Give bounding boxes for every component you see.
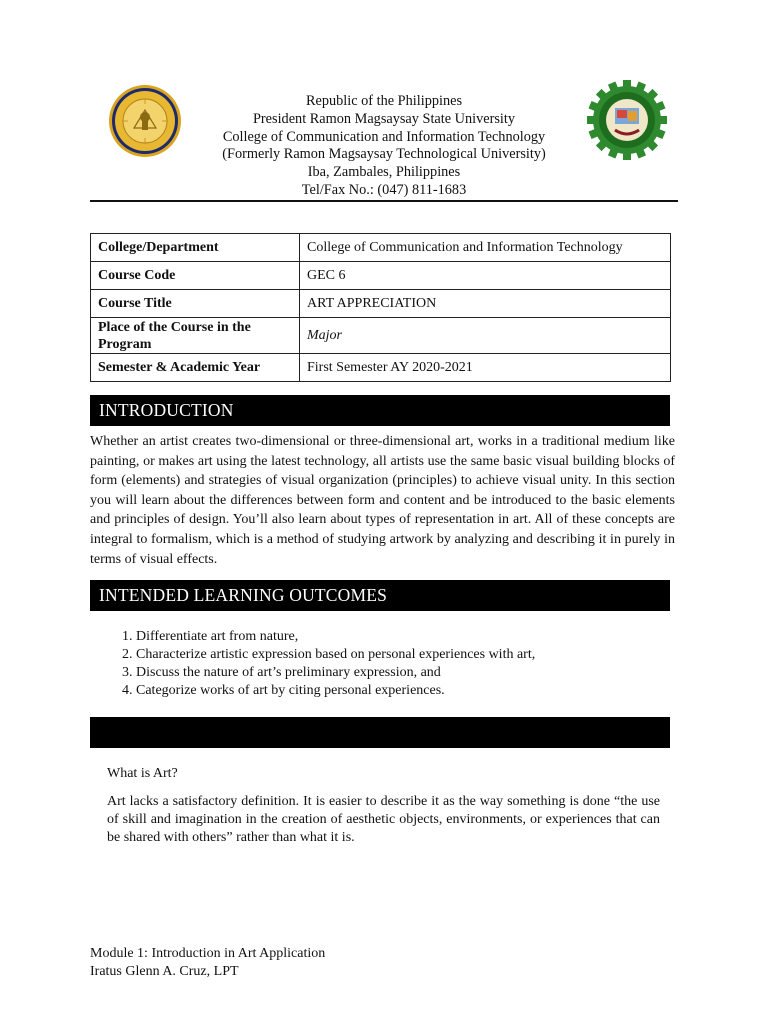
footer-module: Module 1: Introduction in Art Application [90, 946, 326, 961]
list-item: 4. Categorize works of art by citing personal experiences. [136, 682, 656, 700]
row-key-semester: Semester & Academic Year [91, 354, 300, 382]
discussion-question: What is Art? [107, 766, 178, 781]
table-row [91, 318, 671, 354]
row-value-course-code: GEC 6 [300, 262, 671, 290]
table-row [91, 290, 671, 318]
institution-header [160, 93, 608, 200]
course-info-table [90, 233, 671, 382]
introduction-heading: INTRODUCTION [90, 395, 670, 426]
row-value-semester: First Semester AY 2020-2021 [300, 354, 671, 382]
footer-author: Iratus Glenn A. Cruz, LPT [90, 963, 239, 979]
outcomes-heading: INTENDED LEARNING OUTCOMES [90, 580, 670, 611]
row-value-place: Major [300, 318, 671, 354]
header-divider [90, 200, 678, 202]
row-value-course-title: ART APPRECIATION [300, 290, 671, 318]
list-item: 3. Discuss the nature of art’s preliminary expression, and [136, 664, 656, 682]
discussion-heading-bar [90, 699, 670, 748]
ccit-gear-seal-icon [585, 78, 669, 162]
header-line-formerly: (Formerly Ramon Magsaysay Technological University) [222, 146, 546, 163]
row-key-course-title: Course Title [91, 290, 300, 318]
row-value-college: College of Communication and Information Technology [300, 234, 671, 262]
row-key-college: College/Department [91, 234, 300, 262]
discussion-heading: DISCUSSION [99, 699, 208, 719]
header-line-address: Iba, Zambales, Philippines [307, 164, 461, 181]
table-row [91, 234, 671, 262]
table-row [91, 262, 671, 290]
page-footer [90, 945, 325, 980]
list-item: 1. Differentiate art from nature, [136, 628, 656, 646]
table-row [91, 354, 671, 382]
header-line-telfax: Tel/Fax No.: (047) 811-1683 [301, 181, 467, 198]
header-line-college: College of Communication and Information Technology [222, 128, 546, 145]
outcomes-list [112, 628, 656, 700]
list-item: 2. Characterize artistic expression based on personal experiences with art, [136, 646, 656, 664]
row-key-place: Place of the Course in the Program [91, 318, 300, 354]
header-line-university: President Ramon Magsaysay State University [252, 110, 516, 127]
row-key-course-code: Course Code [91, 262, 300, 290]
introduction-text: Whether an artist creates two-dimensional or three-dimensional art, works in a traditional medium like painting, or makes art using the latest technology, all artists use the same basic visual building blocks of form (elements) and strategies of visual organization (principles) to achieve visual unity. In this section you will learn about the differences between form and content and be introduced to the basic elements and principles of design. You’ll also learn about types of representation in art. All of these concepts are integral to formalism, which is a method of studying artwork by analyzing and describing it in purely in terms of visual effects. [90, 434, 675, 567]
discussion-text: Art lacks a satisfactory definition. It is easier to describe it as the way something is done “the use of skill and imagination in the creation of aesthetic objects, environments, or experiences that can be shared with others” rather than what it is. [107, 794, 660, 845]
header-line-republic: Republic of the Philippines [305, 93, 463, 109]
